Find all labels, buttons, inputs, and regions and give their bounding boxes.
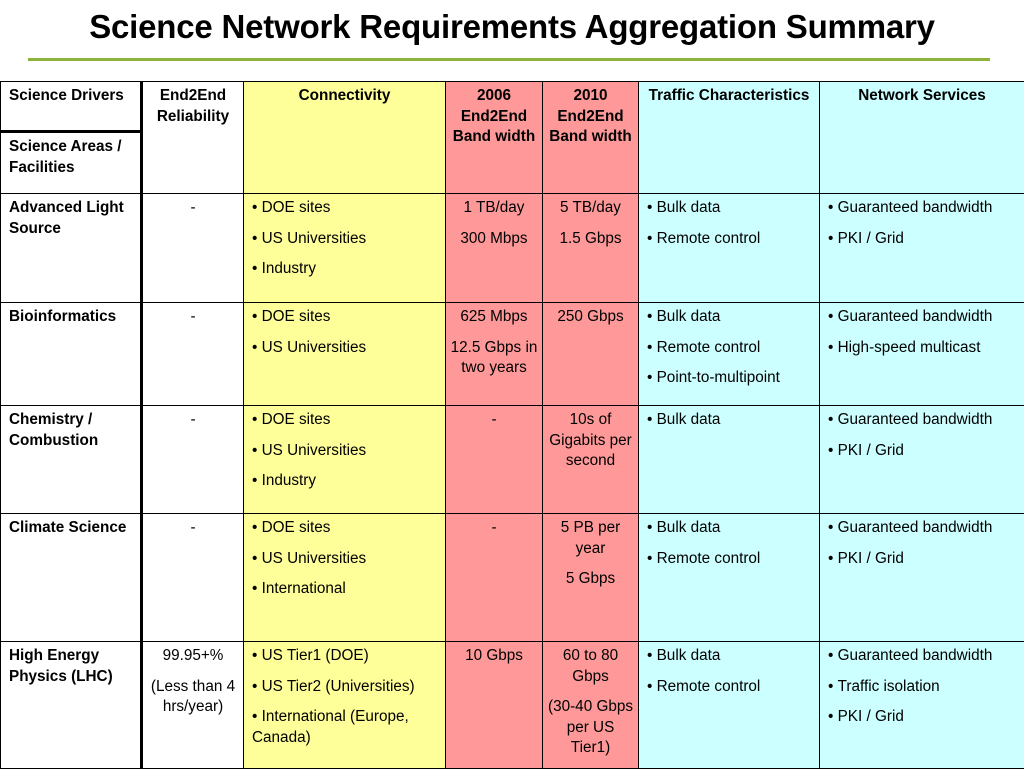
bullet-item: • US Tier2 (Universities) — [252, 677, 440, 698]
bw-2010-cell — [543, 194, 639, 303]
bw-2010-cell — [543, 514, 639, 642]
cell-value: 12.5 Gbps in two years — [450, 338, 538, 379]
science-driver-cell: Climate Science — [1, 514, 142, 642]
bw-2010-cell — [543, 303, 639, 406]
bullet-item: • DOE sites — [252, 518, 440, 539]
cell-value: 5 TB/day — [547, 198, 634, 219]
table-row — [1, 642, 1024, 769]
bullet-item: • PKI / Grid — [828, 441, 1019, 462]
bullet-item: • Remote control — [647, 229, 814, 250]
table-row — [1, 514, 1024, 642]
bw-2010-cell — [543, 642, 639, 769]
bullet-item: • Guaranteed bandwidth — [828, 198, 1019, 219]
page-title: Science Network Requirements Aggregation Summary — [0, 8, 1024, 46]
reliability-cell — [142, 303, 244, 406]
header-science-drivers: Science Drivers — [1, 82, 140, 133]
title-underline — [28, 58, 990, 61]
cell-value: 60 to 80 Gbps — [547, 646, 634, 687]
bw-2006-cell — [446, 514, 543, 642]
reliability-cell — [142, 642, 244, 769]
bullet-item: • PKI / Grid — [828, 707, 1019, 728]
connectivity-cell — [244, 303, 446, 406]
bullet-item: • US Universities — [252, 338, 440, 359]
traffic-cell — [639, 406, 820, 514]
traffic-cell — [639, 303, 820, 406]
services-cell — [820, 406, 1024, 514]
bw-2006-cell — [446, 642, 543, 769]
bw-2010-cell — [543, 406, 639, 514]
cell-value: - — [147, 198, 239, 219]
bullet-item: • PKI / Grid — [828, 549, 1019, 570]
bullet-item: • Bulk data — [647, 307, 814, 328]
bullet-item: • Bulk data — [647, 518, 814, 539]
requirements-table — [0, 81, 1024, 769]
bullet-item: • DOE sites — [252, 198, 440, 219]
connectivity-cell — [244, 406, 446, 514]
bullet-item: • Industry — [252, 259, 440, 280]
services-cell — [820, 642, 1024, 769]
science-driver-cell: Advanced Light Source — [1, 194, 142, 303]
header-services: Network Services — [820, 82, 1024, 194]
cell-value: 10s of Gigabits per second — [547, 410, 634, 472]
header-science-areas: Science Areas / Facilities — [1, 133, 140, 178]
connectivity-cell — [244, 514, 446, 642]
bullet-item: • Traffic isolation — [828, 677, 1019, 698]
bullet-item: • Point-to-multipoint — [647, 368, 814, 389]
bullet-item: • US Tier1 (DOE) — [252, 646, 440, 667]
science-driver-cell: High Energy Physics (LHC) — [1, 642, 142, 769]
cell-value: 5 PB per year — [547, 518, 634, 559]
cell-value: 10 Gbps — [450, 646, 538, 667]
services-cell — [820, 303, 1024, 406]
cell-value: - — [450, 518, 538, 539]
cell-value: 300 Mbps — [450, 229, 538, 250]
header-bw-2010: 2010 End2End Band width — [543, 82, 639, 194]
header-connectivity: Connectivity — [244, 82, 446, 194]
cell-value: (Less than 4 hrs/year) — [147, 677, 239, 718]
cell-value: - — [147, 307, 239, 328]
cell-value: 1 TB/day — [450, 198, 538, 219]
table-row — [1, 194, 1024, 303]
cell-value: 1.5 Gbps — [547, 229, 634, 250]
cell-value: 250 Gbps — [547, 307, 634, 328]
traffic-cell — [639, 514, 820, 642]
bullet-item: • DOE sites — [252, 307, 440, 328]
table-row — [1, 303, 1024, 406]
cell-value: - — [147, 518, 239, 539]
traffic-cell — [639, 642, 820, 769]
cell-value: - — [450, 410, 538, 431]
bullet-item: • Guaranteed bandwidth — [828, 307, 1019, 328]
bw-2006-cell — [446, 303, 543, 406]
cell-value: (30-40 Gbps per US Tier1) — [547, 697, 634, 759]
connectivity-cell — [244, 642, 446, 769]
header-bw-2006: 2006 End2End Band width — [446, 82, 543, 194]
cell-value: 99.95+% — [147, 646, 239, 667]
bullet-item: • US Universities — [252, 229, 440, 250]
traffic-cell — [639, 194, 820, 303]
reliability-cell — [142, 514, 244, 642]
cell-value: 5 Gbps — [547, 569, 634, 590]
services-cell — [820, 514, 1024, 642]
services-cell — [820, 194, 1024, 303]
bw-2006-cell — [446, 406, 543, 514]
science-driver-cell: Bioinformatics — [1, 303, 142, 406]
bullet-item: • Remote control — [647, 677, 814, 698]
bullet-item: • DOE sites — [252, 410, 440, 431]
reliability-cell — [142, 194, 244, 303]
reliability-cell — [142, 406, 244, 514]
bullet-item: • Industry — [252, 471, 440, 492]
header-drivers-cell — [1, 82, 142, 194]
header-reliability: End2End Reliability — [142, 82, 244, 194]
bullet-item: • Remote control — [647, 338, 814, 359]
bullet-item: • International — [252, 579, 440, 600]
bullet-item: • Guaranteed bandwidth — [828, 518, 1019, 539]
header-traffic: Traffic Characteristics — [639, 82, 820, 194]
bullet-item: • Bulk data — [647, 198, 814, 219]
cell-value: 625 Mbps — [450, 307, 538, 328]
science-driver-cell: Chemistry / Combustion — [1, 406, 142, 514]
connectivity-cell — [244, 194, 446, 303]
bullet-item: • International (Europe, Canada) — [252, 707, 440, 748]
bullet-item: • Guaranteed bandwidth — [828, 410, 1019, 431]
bullet-item: • US Universities — [252, 441, 440, 462]
bullet-item: • Bulk data — [647, 646, 814, 667]
bullet-item: • Guaranteed bandwidth — [828, 646, 1019, 667]
bullet-item: • US Universities — [252, 549, 440, 570]
bullet-item: • Bulk data — [647, 410, 814, 431]
table-row — [1, 406, 1024, 514]
bullet-item: • High-speed multicast — [828, 338, 1019, 359]
bw-2006-cell — [446, 194, 543, 303]
bullet-item: • PKI / Grid — [828, 229, 1019, 250]
header-row — [1, 82, 1024, 194]
bullet-item: • Remote control — [647, 549, 814, 570]
cell-value: - — [147, 410, 239, 431]
